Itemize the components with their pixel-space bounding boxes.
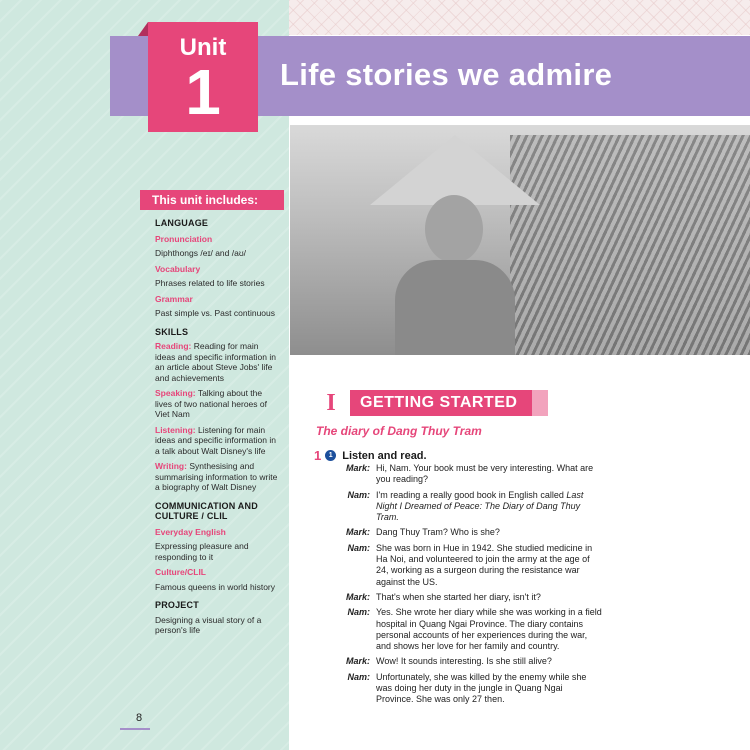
task-instruction — [314, 448, 427, 463]
dialogue-line — [322, 543, 602, 588]
speaking-label: Speaking: — [155, 388, 196, 398]
project-heading: PROJECT — [155, 600, 199, 610]
skills-heading: SKILLS — [155, 326, 189, 337]
dialogue-line — [322, 592, 602, 603]
dialogue-line — [322, 463, 602, 486]
listening-label: Listening: — [155, 424, 196, 435]
unit-number: 1 — [185, 56, 221, 128]
utterance: Hi, Nam. Your book must be very interesting. What are you reading? — [376, 463, 594, 485]
speaker: Mark: — [345, 591, 370, 602]
speaker: Nam: — [347, 542, 370, 553]
utterance: That's when she started her diary, isn't it? — [376, 591, 541, 602]
audio-track-icon[interactable]: 1 — [325, 450, 336, 461]
reading-text: Reading for main ideas and specific information in an article about Steve Jobs' life and achievements — [155, 341, 276, 383]
dialogue-line — [322, 607, 602, 652]
grammar-label: Grammar — [155, 293, 193, 304]
reading-subtitle: The diary of Dang Thuy Tram — [316, 424, 482, 438]
palm-leaves — [510, 135, 750, 355]
task-text: Listen and read. — [342, 449, 427, 462]
listening-text: Listening for main ideas and specific information in a talk about Walt Disney's life — [155, 424, 276, 456]
listening-item — [155, 425, 280, 457]
utterance: Yes. She wrote her diary while she was working in a field hospital in Quang Ngai Province. The diary contains personal accounts of her experiences during the war, and shows her love for her family and country. — [376, 607, 602, 652]
speaker: Nam: — [347, 607, 370, 618]
utterance: Unfortunately, she was killed by the enemy while she was doing her duty in the jungle in Quang Ngai Province. She was only 27 then. — [376, 671, 587, 705]
vocabulary-text: Phrases related to life stories — [155, 278, 265, 288]
culture-clil-text: Famous queens in world history — [155, 581, 276, 592]
utterance — [376, 490, 602, 524]
pronunciation-label: Pronunciation — [155, 233, 213, 244]
everyday-english-label: Everyday English — [155, 526, 226, 537]
unit-tab-fold — [138, 22, 148, 36]
dialogue-line — [322, 656, 602, 667]
dialogue-line — [322, 527, 602, 538]
speaking-item — [155, 388, 280, 420]
unit-title: Life stories we admire — [280, 57, 613, 92]
reading-item — [155, 341, 280, 383]
speaker: Nam: — [347, 489, 370, 500]
utterance: Wow! It sounds interesting. Is she still alive? — [376, 656, 552, 667]
speaker: Mark: — [345, 656, 370, 667]
speaker: Mark: — [345, 463, 370, 473]
dialogue-line — [322, 672, 602, 706]
section-title: GETTING STARTED — [350, 390, 532, 416]
dialogue — [322, 463, 602, 710]
writing-label: Writing: — [155, 461, 187, 471]
unit-label: Unit — [179, 34, 227, 61]
grammar-text: Past simple vs. Past continuous — [155, 308, 276, 318]
top-pattern — [289, 0, 750, 35]
reading-label: Reading: — [155, 341, 192, 351]
everyday-english-text: Expressing pleasure and responding to it — [155, 541, 249, 562]
page-number-rule — [120, 728, 150, 730]
writing-text: Synthesising and summarising information to write a biography of Walt Disney — [155, 461, 278, 492]
writing-item — [155, 461, 280, 493]
pronunciation-text: Diphthongs /eɪ/ and /aʊ/ — [155, 248, 247, 258]
utterance-text: I'm reading a really good book in English called — [376, 489, 564, 500]
task-number: 1 — [314, 448, 322, 463]
utterance: Dang Thuy Tram? Who is she? — [376, 527, 500, 538]
project-text: Designing a visual story of a person's life — [155, 614, 262, 635]
speaker: Mark: — [345, 527, 370, 538]
section-title-tail — [532, 390, 548, 416]
culture-clil-label: Culture/CLIL — [155, 567, 206, 577]
speaker: Nam: — [347, 671, 370, 682]
utterance: She was born in Hue in 1942. She studied medicine in Ha Noi, and volunteered to join the army at the age of 24, working as a surgeon during the resistance war against the US. — [376, 542, 593, 587]
book-title: Last Night I Dreamed of Peace: The Diary of Dang Thuy Tram. — [376, 489, 584, 523]
portrait-face — [425, 195, 483, 263]
page-number: 8 — [136, 712, 143, 724]
unit-contents-list — [155, 218, 280, 641]
vocabulary-label: Vocabulary — [155, 263, 201, 274]
language-heading: LANGUAGE — [155, 218, 209, 228]
unit-tab — [148, 22, 258, 132]
dialogue-line — [322, 490, 602, 524]
portrait-photo — [290, 125, 750, 355]
speaking-text: Talking about the lives of two national heroes of Viet Nam — [155, 388, 267, 419]
section-numeral: I — [326, 390, 336, 416]
portrait-body — [395, 260, 515, 355]
unit-includes-header: This unit includes: — [140, 190, 284, 210]
communication-heading: COMMUNICATION AND CULTURE / CLIL — [155, 500, 258, 521]
